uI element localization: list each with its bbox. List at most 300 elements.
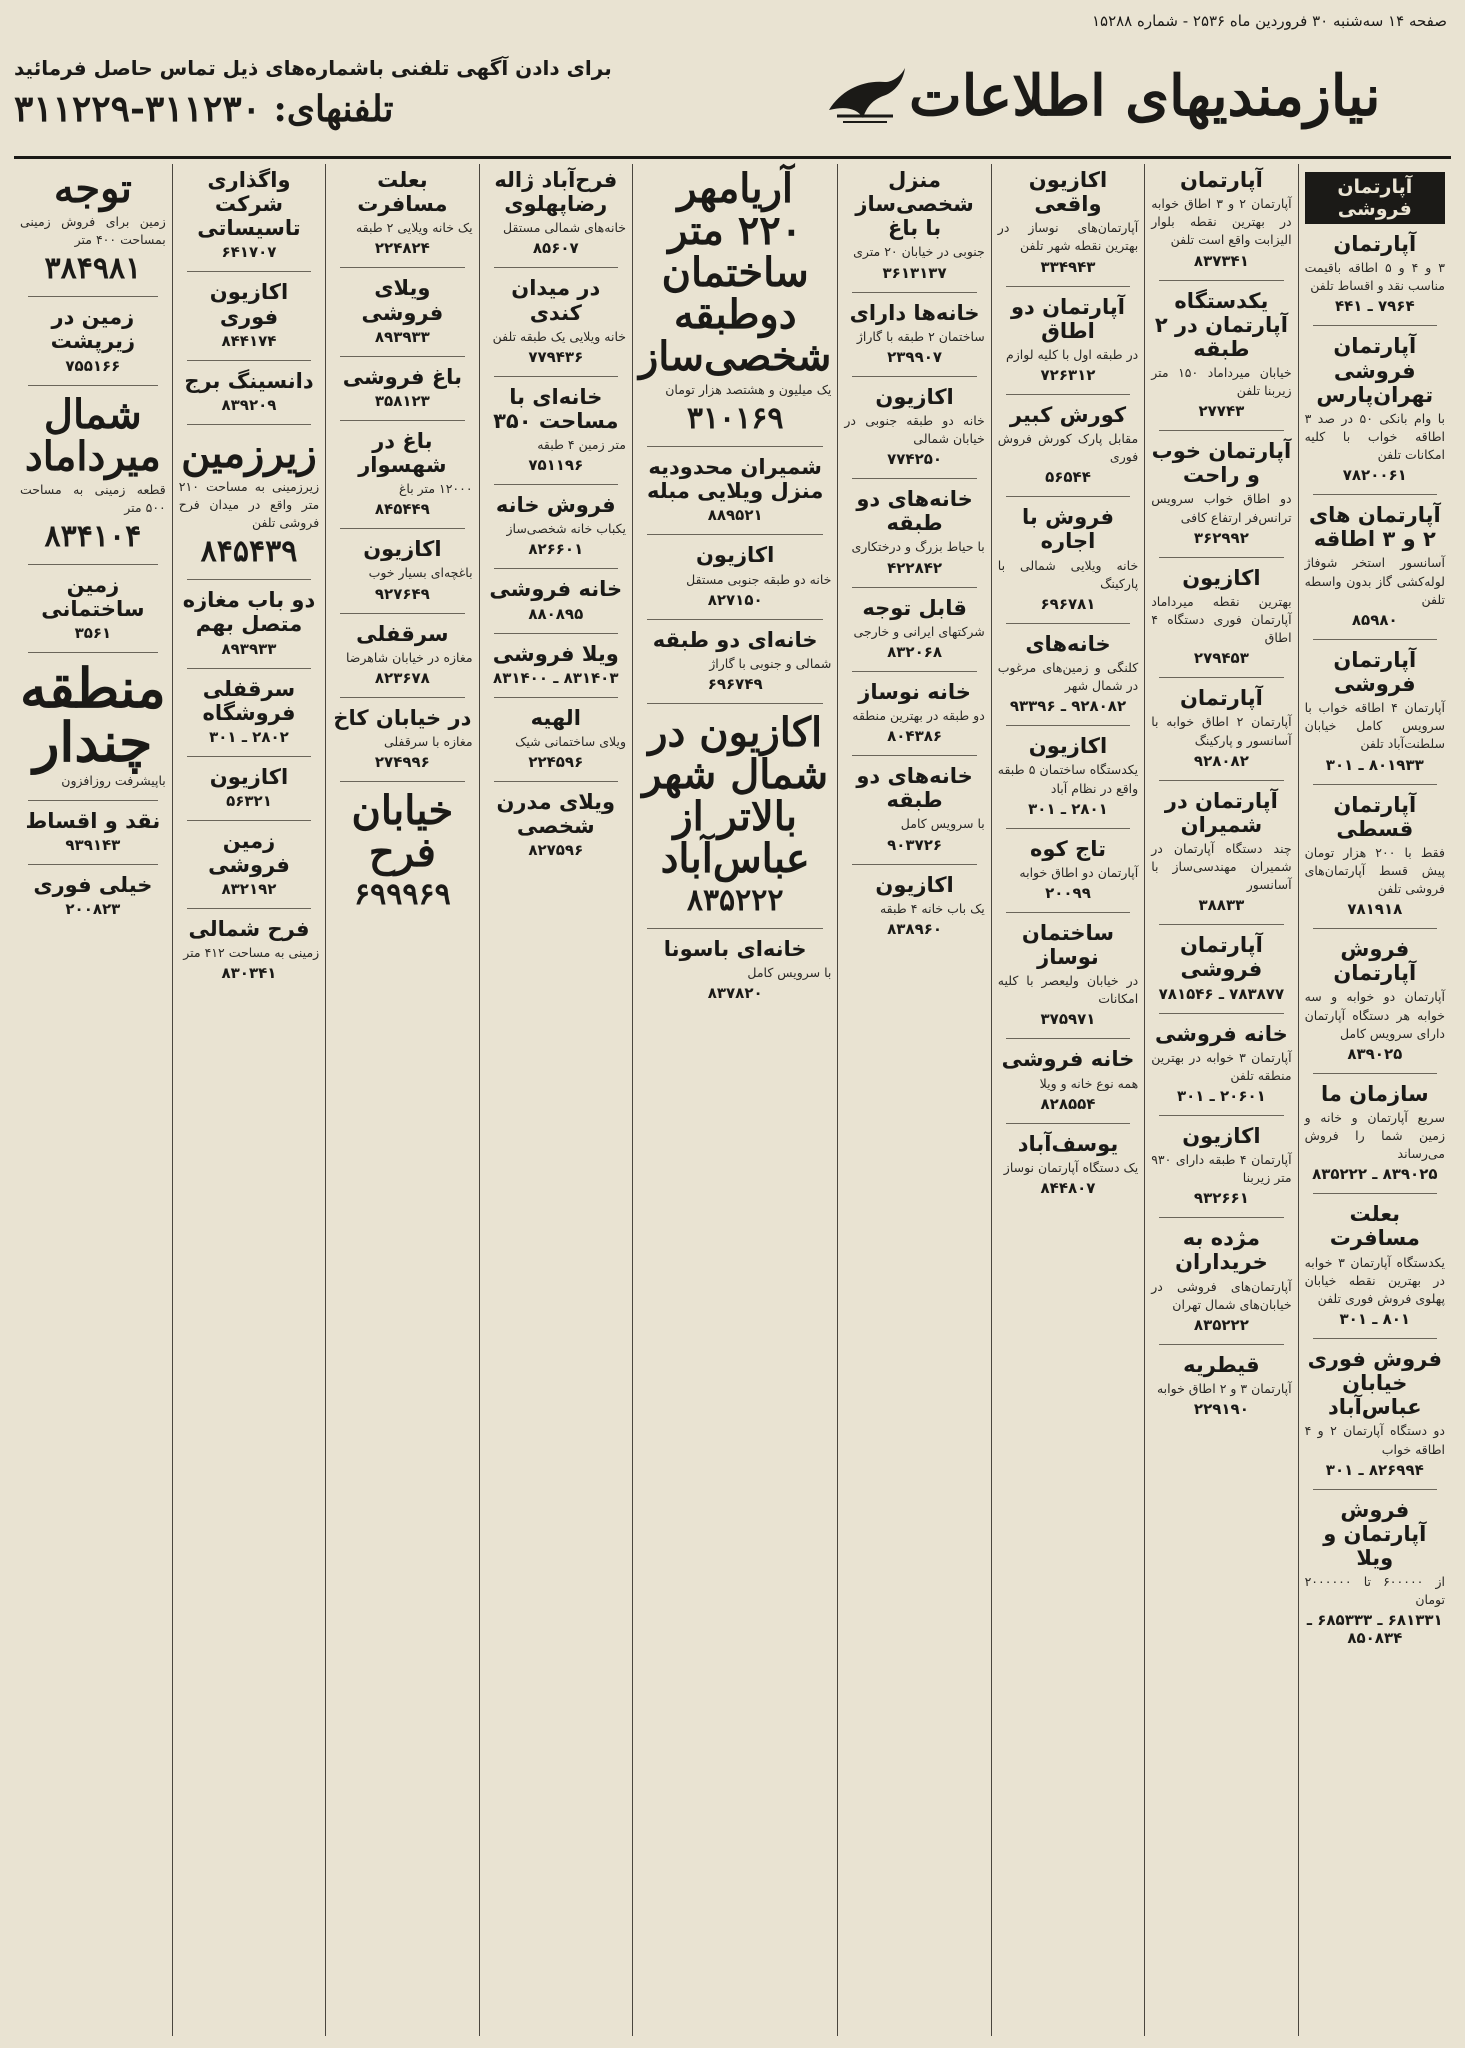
ad-phone: ۳۶۱۳۱۳۷ (882, 263, 947, 282)
ad-separator (494, 267, 618, 268)
ad-title: قابل توجه (862, 595, 967, 620)
ad-separator (647, 619, 823, 620)
ad-title: شمیران محدودیه منزل ویلایی مبله (646, 455, 824, 504)
ad-body: مغازه با سرقفلی (383, 733, 473, 749)
classified-ad (179, 677, 319, 746)
ad-separator (1159, 780, 1283, 781)
classified-ad (1151, 1022, 1291, 1105)
ad-separator (1313, 1338, 1437, 1339)
phone-numbers: تلفنهای: ۳۱۱۲۳۰-۳۱۱۲۲۹ (14, 88, 394, 130)
classified-ad (639, 937, 831, 1002)
ad-body: آسانسور استخر شوفاژ لوله‌کشی گاز بدون واسطه تلفن (1304, 555, 1445, 607)
ad-body: خانه دو طبقه جنوبی مستقل (686, 571, 832, 587)
classified-ad (486, 577, 626, 622)
ad-separator (1159, 1115, 1283, 1116)
ad-title: خانه‌های دو طبقه (856, 764, 973, 813)
ad-phone: ۸۳۷۸۲۰ (707, 984, 763, 1003)
ad-separator (1159, 280, 1283, 281)
ad-body: آپارتمان ۴ اطاقه خواب با سرویس کامل خیابان سلطنت‌آباد تلفن (1304, 700, 1445, 752)
classified-ad (844, 764, 984, 853)
ad-title: زمین ساختمانی (41, 572, 145, 621)
ad-title: نقد و اقساط (25, 809, 161, 834)
ad-title: تاج کوه (1029, 836, 1106, 861)
ad-phone: ۲۸۰۲ ـ ۳۰۱ (209, 727, 289, 746)
ad-body: قطعه زمینی به مساحت ۵۰۰ متر (19, 481, 166, 515)
classified-ad (332, 787, 472, 913)
ad-title: آپارتمان فروشی تهران‌پارس (1316, 334, 1434, 407)
ad-separator (494, 781, 618, 782)
ad-body: ۳ و ۴ و ۵ اطاقه باقیمت مناسب نقد و اقساط تلفن (1304, 260, 1446, 294)
ad-title: آپارتمان در شمیران (1164, 788, 1278, 837)
classified-ad (638, 165, 832, 437)
ad-body: آپارتمان ۲ و ۳ اطاق خوابه در بهترین نقطه بلوار الیزابت واقع است تلفن (1151, 196, 1292, 248)
ad-title: ویلای مدرن شخصی (496, 790, 616, 839)
ad-separator (647, 534, 823, 535)
classified-ad (486, 790, 626, 859)
ad-phone: ۸۴۴۸۰۷ (1040, 1178, 1096, 1197)
ad-separator (187, 756, 311, 757)
ad-title: فروش آپارتمان (1333, 937, 1417, 986)
ad-phone: ۹۲۸۰۸۲ (1193, 751, 1249, 770)
ad-title: خانه‌ای باسونا (663, 936, 807, 961)
ad-phone: ۸۳۹۰۲۵ ـ ۸۳۵۲۲۲ (1312, 1165, 1438, 1184)
ad-phone: ۸۳۲۱۹۲ (221, 880, 277, 899)
ad-separator (852, 864, 976, 865)
ad-phone: ۸۹۳۹۳۳ (221, 639, 277, 658)
classified-ad (179, 765, 319, 810)
ad-phone: ۶۹۶۷۴۹ (707, 674, 763, 693)
ad-title: قیطریه (1183, 1352, 1260, 1377)
classified-ad (1151, 789, 1291, 915)
ad-separator (340, 267, 464, 268)
ad-phone: ۳۱۰۱۶۹ (686, 401, 784, 437)
ad-separator (852, 478, 976, 479)
classified-ad (844, 301, 984, 366)
ad-phone: ۴۲۲۸۴۲ (887, 558, 943, 577)
ad-phone: ۸۵۶۰۷ (532, 239, 579, 258)
ad-title: آپارتمان های ۲ و ۳ اطاقه (1308, 503, 1441, 552)
classified-ad (20, 809, 166, 854)
ad-phone: ۵۶۳۲۱ (226, 791, 272, 810)
ad-column (479, 164, 632, 2036)
ad-separator (1006, 623, 1130, 624)
classified-ad (20, 573, 166, 642)
ad-title: اکازیون واقعی (1028, 168, 1108, 217)
ad-phone: ۳۸۴۹۸۱ (44, 251, 142, 287)
ad-title: آپارتمان (1179, 168, 1263, 192)
ad-phone: ۷۵۵۱۶۶ (65, 356, 121, 375)
ad-column (1298, 164, 1451, 2036)
ad-title: اکازیون (875, 384, 954, 409)
ad-title: زمین در زیرپشت (50, 305, 136, 354)
ad-body: با حیاط بزرگ و درختکاری (851, 539, 985, 555)
ad-separator (852, 376, 976, 377)
classified-ad (1151, 168, 1291, 270)
ad-phone: ۲۰۶۰۱ ـ ۳۰۱ (1176, 1086, 1266, 1105)
classified-ad (1305, 1082, 1445, 1184)
ad-phone: ۷۲۶۳۱۲ (1040, 365, 1096, 384)
ad-column (1144, 164, 1297, 2036)
ad-columns (14, 164, 1451, 2036)
ad-phone: ۲۲۴۵۹۶ (528, 753, 584, 772)
classified-ad (1305, 1498, 1445, 1648)
ad-separator (1313, 1489, 1437, 1490)
classified-ad (998, 921, 1138, 1029)
ad-separator (1159, 557, 1283, 558)
ad-separator (340, 613, 464, 614)
classified-ad (1305, 793, 1445, 919)
ad-title: باغ فروشی (342, 364, 462, 389)
classified-ad (998, 1132, 1138, 1197)
classified-ad (639, 455, 831, 524)
ad-body: یکدستگاه آپارتمان ۳ خوابه در بهترین نقطه خیابان پهلوی فروش فوری تلفن (1304, 1254, 1446, 1306)
ad-title: خانه‌ای با مساحت ۳۵۰ (493, 384, 619, 433)
ad-body: یکدستگاه ساختمان ۵ طبقه واقع در نظام آباد (997, 762, 1139, 796)
ad-separator (852, 587, 976, 588)
classified-ad (1305, 1347, 1445, 1479)
classified-ad (178, 429, 320, 570)
classified-ad (1305, 232, 1445, 315)
ad-phone: ۸۳۷۳۴۱ (1193, 251, 1249, 270)
ad-separator (340, 781, 464, 782)
ad-title: آپارتمان خوب و راحت (1151, 439, 1292, 488)
classified-ad (20, 873, 166, 918)
ad-body: چند دستگاه آپارتمان در شمیران مهندسی‌ساز با آسانسور (1151, 840, 1292, 893)
classified-ad (844, 385, 984, 468)
ad-body: شرکتهای ایرانی و خارجی (853, 623, 985, 639)
ad-phone: ۹۳۲۶۶۱ (1193, 1189, 1249, 1208)
ad-column (14, 164, 172, 2036)
ad-title: خانه نوساز (858, 679, 971, 704)
ad-phone: ۷۷۴۲۵۰ (887, 450, 943, 469)
ad-separator (340, 528, 464, 529)
ad-separator (1006, 286, 1130, 287)
ad-body: زمین برای فروش زمینی بمساحت ۴۰۰ متر (19, 214, 166, 248)
phone-notice: برای دادن آگهی تلفنی باشماره‌های ذیل تماس حاصل فرمائید (14, 56, 612, 80)
ad-title: یوسف‌آباد (1017, 1131, 1119, 1156)
ad-phone: ۸۲۷۵۹۶ (528, 841, 584, 860)
ad-phone: ۳۵۶۱ (74, 624, 112, 643)
ad-body: خانه ویلایی شمالی با پارکینگ (997, 557, 1139, 591)
ad-phone: ۹۳۹۱۴۳ (65, 836, 121, 855)
ad-separator (1313, 928, 1437, 929)
ad-phone: ۲۰۰۸۲۳ (65, 900, 121, 919)
section-band: آپارتمان فروشی (1305, 172, 1445, 224)
classified-ad (179, 369, 319, 414)
ad-separator (340, 697, 464, 698)
ad-separator (187, 579, 311, 580)
classified-ad (486, 168, 626, 257)
classified-ad (998, 1047, 1138, 1112)
classified-ad (1305, 334, 1445, 484)
ad-phone: ۷۸۳۸۷۷ ـ ۷۸۱۵۴۶ (1158, 984, 1285, 1003)
ad-phone: ۹۲۷۶۴۹ (374, 584, 430, 603)
ad-phone: ۳۸۸۳۳ (1198, 896, 1245, 915)
ad-separator (647, 928, 823, 929)
classified-ad (19, 390, 166, 554)
ad-separator (187, 424, 311, 425)
masthead-title: نیازمندیهای اطلاعات (909, 63, 1381, 129)
ad-separator (1159, 430, 1283, 431)
ad-separator (1006, 496, 1130, 497)
classified-ad (1151, 439, 1291, 547)
ad-phone: ۹۰۳۷۲۶ (887, 835, 943, 854)
classified-ad (332, 429, 472, 518)
ad-title: اکازیون (1028, 734, 1108, 759)
ad-title: فروش فوری خیابان عباس‌آباد (1307, 1346, 1442, 1420)
ad-separator (187, 908, 311, 909)
ad-separator (494, 697, 618, 698)
classified-ad (639, 708, 831, 918)
ad-body: متر زمین ۴ طبقه (537, 437, 626, 453)
classified-ad (486, 706, 626, 771)
ad-body: آپارتمان‌های فروشی در خیابان‌های شمال تهران (1151, 1278, 1292, 1312)
ad-title: ویلای فروشی (361, 276, 444, 325)
ad-phone: ۸۲۸۵۵۴ (1040, 1094, 1096, 1113)
ad-separator (494, 568, 618, 569)
ad-separator (1313, 325, 1437, 326)
classified-ad (1151, 933, 1291, 1002)
ad-body: خانه دو طبقه جنوبی در خیابان شمالی (844, 412, 985, 447)
ad-separator (187, 360, 311, 361)
classifieds-header (14, 36, 1451, 148)
ad-title: زیرزمین (181, 429, 317, 477)
classified-ad (998, 734, 1138, 817)
ad-body: از ۶۰۰۰۰۰ تا ۲۰۰۰۰۰۰ تومان (1304, 1574, 1446, 1608)
ad-separator (1313, 784, 1437, 785)
ad-title: کورش کبیر (1009, 402, 1127, 427)
classified-ad (998, 632, 1138, 715)
ad-title: دو باب مغازه متصل بهم (182, 588, 316, 637)
classified-ad (486, 385, 626, 474)
classified-ad (998, 403, 1138, 486)
ad-body: آپارتمان‌های نوساز در بهترین نقطه شهر تلفن (997, 220, 1139, 254)
classified-ad (1151, 289, 1291, 421)
ad-body: باپیشرفت روزافزون (61, 773, 166, 789)
ad-separator (1006, 1123, 1130, 1124)
ad-title: خیلی فوری (33, 873, 153, 898)
ad-title: اکازیون (363, 537, 442, 562)
ad-body: آپارتمان ۴ طبقه دارای ۹۳۰ متر زیربنا (1151, 1152, 1292, 1186)
ad-title: فروش با اجاره (1022, 505, 1114, 554)
ad-body: ساختمان ۲ طبقه با گاراژ (856, 328, 985, 344)
ad-body: در خیابان ولیعصر با کلیه امکانات (997, 973, 1139, 1007)
ad-title: اکازیون (695, 543, 775, 568)
classified-ad (486, 642, 626, 687)
classified-ad (332, 706, 472, 771)
classified-ad (19, 165, 166, 287)
ad-title: خانه‌ای دو طبقه (652, 627, 818, 652)
ad-phone: ۷۹۶۴ ـ ۴۴۱ (1334, 297, 1415, 316)
classified-ad (179, 917, 319, 982)
ad-body: در طبقه اول با کلیه لوازم (1006, 346, 1139, 362)
ad-phone: ۸۳۱۴۰۳ ـ ۸۳۱۴۰۰ (493, 668, 619, 687)
ad-separator (187, 271, 311, 272)
ad-title: آپارتمان دو اطاق (1010, 294, 1125, 343)
ad-separator (340, 420, 464, 421)
ad-title: اکازیون (209, 764, 289, 789)
ad-title: بعلت مسافرت (357, 168, 448, 217)
ad-title: منزل شخصی‌ساز با باغ (855, 168, 974, 241)
classified-ad (1151, 1226, 1291, 1334)
ad-phone: ۸۴۵۴۴۹ (374, 500, 430, 519)
ad-title: در خیابان کاخ (333, 705, 472, 730)
ad-separator (28, 296, 158, 297)
ad-title: سازمان ما (1320, 1081, 1429, 1106)
issue-line-text: صفحه ۱۴ سه‌شنبه ۳۰ فروردین ماه ۲۵۳۶ - شماره ۱۵۲۸۸ (1091, 12, 1447, 30)
ad-separator (1006, 725, 1130, 726)
ad-title: اکازیون فوری (209, 280, 289, 329)
ad-title: اکازیون در شمال شهر بالاتر از عباس‌آباد (642, 708, 829, 882)
classified-ad (1305, 1202, 1445, 1328)
ad-separator (28, 564, 158, 565)
ad-body: آپارتمان دو خوابه و سه خوابه هر دستگاه آپارتمان دارای سرویس کامل (1304, 989, 1445, 1041)
ad-title: خیابان فرح (351, 787, 454, 877)
classified-ad (844, 680, 984, 745)
classified-ad (639, 543, 831, 608)
classified-ad (19, 656, 166, 790)
classified-ad (332, 365, 472, 410)
ad-body: مغازه در خیابان شاهرضا (345, 649, 473, 665)
ad-phone: ۶۸۱۳۳۱ ـ ۶۸۵۳۳۳ ـ ۸۵۰۸۳۴ (1306, 1611, 1443, 1648)
ad-phone: ۸۴۴۱۷۴ (221, 331, 277, 350)
ad-column (632, 164, 837, 2036)
classified-ad (998, 168, 1138, 276)
classified-ad (486, 276, 626, 365)
ad-separator (187, 668, 311, 669)
ad-phone: ۷۸۱۹۱۸ (1347, 900, 1403, 919)
ad-body: با وام بانکی ۵۰ در صد ۳ اطاقه خواب با کلیه امکانات تلفن (1304, 410, 1445, 463)
ad-title: دانسینگ برج (184, 368, 314, 393)
classified-ad (332, 276, 472, 345)
classified-ad (179, 168, 319, 261)
ad-body: دو اطاق خواب سرویس ترانس‌فر ارتفاع کافی (1151, 491, 1292, 525)
ad-phone: ۶۹۶۷۸۱ (1040, 594, 1096, 613)
ad-body: یکباب خانه شخصی‌ساز (506, 521, 626, 537)
ad-separator (852, 671, 976, 672)
ad-phone: ۸۰۱ ـ ۳۰۱ (1339, 1309, 1411, 1328)
ad-body: شمالی و جنوبی با گاراژ (709, 655, 832, 671)
ad-title: در میدان کندی (511, 276, 601, 325)
ad-separator (1006, 912, 1130, 913)
ad-body: زمینی به مساحت ۴۱۲ متر (183, 945, 320, 961)
ad-phone: ۶۴۱۷۰۷ (221, 243, 277, 262)
ad-title: آپارتمان فروشی (1179, 933, 1263, 982)
ad-phone: ۸۲۷۱۵۰ (707, 590, 763, 609)
ad-title: آپارتمان (1179, 686, 1263, 711)
ad-separator (1159, 1013, 1283, 1014)
ad-phone: ۳۳۴۹۴۳ (1040, 257, 1096, 276)
ad-phone: ۸۳۰۳۴۱ (221, 964, 277, 983)
ad-title: سرقفلی (356, 621, 449, 646)
classified-ad (332, 168, 472, 257)
ad-phone: ۲۷۷۴۳ (1198, 402, 1245, 421)
ad-column (837, 164, 990, 2036)
ad-separator (852, 292, 976, 293)
ad-title: یکدستگاه آپارتمان در ۲ طبقه (1154, 288, 1288, 361)
classified-ad (639, 628, 831, 693)
ad-body: دو طبقه در بهترین منطقه (852, 708, 985, 724)
ad-body: دو دستگاه آپارتمان ۲ و ۴ اطاقه خواب (1304, 1423, 1446, 1457)
ad-separator (28, 800, 158, 801)
ad-title: خانه‌ها دارای (849, 300, 980, 325)
classified-ad (1151, 566, 1291, 668)
ad-phone: ۸۳۹۲۰۹ (221, 395, 277, 414)
ad-body: بهترین نقطه میرداماد آپارتمان فوری دستگاه ۴ اطاق (1151, 593, 1292, 646)
ad-phone: ۸۸۰۸۹۵ (528, 604, 584, 623)
ad-phone: ۲۳۹۹۰۷ (887, 347, 943, 366)
ad-phone: ۸۳۸۹۶۰ (887, 919, 943, 938)
ad-body: با سرویس کامل (747, 965, 832, 981)
ad-phone: ۲۷۹۴۵۳ (1193, 649, 1249, 668)
ad-title: بعلت مسافرت (1329, 1202, 1420, 1251)
classified-ad (844, 873, 984, 938)
ad-title: آریامهر ۲۲۰ متر ساختمان دوطبقه شخصی‌ساز (638, 165, 832, 380)
ad-title: منطقه چندار (19, 656, 166, 775)
classified-ad (332, 622, 472, 687)
ad-title: خانه‌های دو طبقه (856, 487, 973, 536)
ad-phone: ۲۲۴۸۲۴ (374, 239, 430, 258)
ad-phone: ۸۳۲۰۶۸ (887, 642, 943, 661)
ad-title: خانه فروشی (1001, 1047, 1135, 1072)
classified-ad (179, 588, 319, 657)
ad-title: توجه (53, 165, 132, 212)
ad-phone: ۸۸۹۵۲۱ (707, 506, 763, 525)
ad-title: شمال میرداماد (24, 390, 161, 480)
ad-phone: ۷۸۲۰۰۶۱ (1342, 466, 1407, 485)
ad-body: فقط با ۲۰۰ هزار تومان پیش قسط آپارتمان‌های فروشی تلفن (1304, 844, 1445, 897)
classified-ad (1151, 686, 1291, 769)
ad-separator (494, 484, 618, 485)
classified-ad (179, 829, 319, 898)
ad-column (325, 164, 478, 2036)
classified-ad (20, 305, 166, 374)
ad-phone: ۸۹۳۹۳۳ (374, 327, 430, 346)
ad-separator (1159, 1217, 1283, 1218)
masthead (811, 50, 1451, 142)
ad-title: باغ در شهسوار (358, 428, 447, 477)
ad-title: خانه فروشی (1155, 1021, 1288, 1046)
ad-body: با سرویس کامل (900, 816, 985, 832)
ad-phone: ۵۶۵۴۴ (1045, 468, 1091, 487)
ad-phone: ۲۰۰۹۹ (1045, 883, 1091, 902)
ad-phone: ۲۷۴۹۹۶ (374, 753, 430, 772)
ad-title: فروش آپارتمان و ویلا (1323, 1497, 1427, 1570)
classified-ad (1305, 937, 1445, 1063)
ad-body: ویلای ساختمانی شیک (515, 733, 626, 749)
ad-separator (1006, 394, 1130, 395)
ad-separator (647, 446, 823, 447)
ad-body: کلنگی و زمین‌های مرغوب در شمال شهر (997, 660, 1139, 694)
classified-ad (1151, 1124, 1291, 1207)
ad-phone: ۷۷۹۴۳۶ (528, 347, 584, 366)
ad-body: یک باب خانه ۴ طبقه (879, 900, 985, 916)
classified-ad (998, 295, 1138, 384)
ad-title: ویلا فروشی (492, 641, 619, 666)
ad-separator (1313, 494, 1437, 495)
ad-separator (28, 864, 158, 865)
ad-phone: ۸۰۱۹۳۳ ـ ۳۰۱ (1325, 755, 1424, 774)
ad-body: یک دستگاه آپارتمان نوساز (1003, 1159, 1139, 1175)
ad-body: خانه‌های شمالی مستقل (502, 220, 626, 236)
ad-separator (1006, 828, 1130, 829)
ad-title: اکازیون (1182, 1123, 1261, 1148)
ad-title: زمین فروشی (208, 828, 290, 878)
classified-ad (1305, 648, 1445, 774)
ad-body: آپارتمان ۲ اطاق خوابه با آسانسور و پارکینگ (1151, 714, 1292, 748)
ad-separator (1313, 1193, 1437, 1194)
ad-phone: ۸۳۵۲۲۲ (1193, 1315, 1249, 1334)
